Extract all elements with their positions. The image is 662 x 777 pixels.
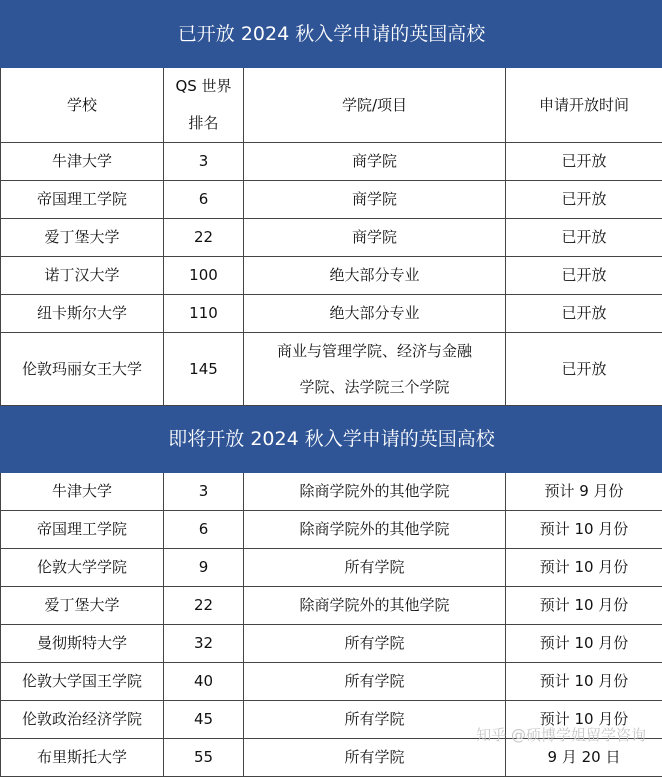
- open-time-cell: 预计 9 月份: [506, 473, 662, 511]
- table-row: [1, 295, 662, 333]
- open-section-header: [1, 1, 662, 68]
- college-cell: 商业与管理学院、经济与金融 学院、法学院三个学院: [244, 333, 506, 406]
- open-time-cell: 预计 10 月份: [506, 587, 662, 625]
- upcoming-section-header-title: 即将开放 2024 秋入学申请的英国高校: [1, 406, 662, 473]
- qs-rank-cell: 22: [164, 587, 244, 625]
- college-cell: 学院/项目: [244, 68, 506, 143]
- watermark: 知乎 @硕博学姐留学咨询: [476, 724, 646, 745]
- school-cell: 伦敦玛丽女王大学: [1, 333, 164, 406]
- college-cell: 商学院: [244, 143, 506, 181]
- qs-rank-cell: 145: [164, 333, 244, 406]
- table-row: [1, 549, 662, 587]
- school-cell: 纽卡斯尔大学: [1, 295, 164, 333]
- open-time-cell: 9 月 20 日: [506, 739, 662, 777]
- open-time-cell: 已开放: [506, 143, 662, 181]
- qs-rank-cell: QS 世界 排名: [164, 68, 244, 143]
- table-row: [1, 219, 662, 257]
- open-time-cell: 已开放: [506, 257, 662, 295]
- school-cell: 爱丁堡大学: [1, 587, 164, 625]
- table-body: [1, 1, 662, 777]
- college-cell: 除商学院外的其他学院: [244, 587, 506, 625]
- open-section-header-title: 已开放 2024 秋入学申请的英国高校: [1, 1, 662, 68]
- college-cell: 除商学院外的其他学院: [244, 473, 506, 511]
- open-time-cell: 预计 10 月份: [506, 511, 662, 549]
- qs-rank-cell: 6: [164, 181, 244, 219]
- college-cell: 绝大部分专业: [244, 295, 506, 333]
- school-cell: 伦敦大学学院: [1, 549, 164, 587]
- qs-rank-cell: 3: [164, 473, 244, 511]
- college-cell: 所有学院: [244, 663, 506, 701]
- open-time-cell: 已开放: [506, 295, 662, 333]
- college-cell: 绝大部分专业: [244, 257, 506, 295]
- qs-rank-cell: 110: [164, 295, 244, 333]
- qs-rank-cell: 55: [164, 739, 244, 777]
- qs-rank-cell: 40: [164, 663, 244, 701]
- open-time-cell: 预计 10 月份: [506, 625, 662, 663]
- school-cell: 曼彻斯特大学: [1, 625, 164, 663]
- college-cell: 所有学院: [244, 739, 506, 777]
- qs-rank-cell: 45: [164, 701, 244, 739]
- college-cell: 所有学院: [244, 625, 506, 663]
- table-row: [1, 473, 662, 511]
- open-time-cell: 预计 10 月份: [506, 701, 662, 739]
- school-cell: 布里斯托大学: [1, 739, 164, 777]
- table-row: [1, 333, 662, 406]
- table-row: [1, 587, 662, 625]
- college-cell: 所有学院: [244, 549, 506, 587]
- school-cell: 伦敦大学国王学院: [1, 663, 164, 701]
- school-cell: 牛津大学: [1, 473, 164, 511]
- qs-rank-cell: 22: [164, 219, 244, 257]
- qs-rank-cell: 9: [164, 549, 244, 587]
- school-cell: 爱丁堡大学: [1, 219, 164, 257]
- table-row: [1, 143, 662, 181]
- qs-rank-cell: 3: [164, 143, 244, 181]
- upcoming-section-header: [1, 406, 662, 473]
- open-time-cell: 已开放: [506, 181, 662, 219]
- open-time-cell: 预计 10 月份: [506, 549, 662, 587]
- school-cell: 诺丁汉大学: [1, 257, 164, 295]
- qs-rank-cell: 6: [164, 511, 244, 549]
- table-row: [1, 257, 662, 295]
- table-row: [1, 181, 662, 219]
- table-row: [1, 625, 662, 663]
- open-time-cell: 申请开放时间: [506, 68, 662, 143]
- qs-rank-cell: 100: [164, 257, 244, 295]
- school-cell: 牛津大学: [1, 143, 164, 181]
- school-cell: 学校: [1, 68, 164, 143]
- college-cell: 商学院: [244, 219, 506, 257]
- open-time-cell: 已开放: [506, 333, 662, 406]
- college-cell: 商学院: [244, 181, 506, 219]
- college-cell: 所有学院: [244, 701, 506, 739]
- qs-rank-cell: 32: [164, 625, 244, 663]
- open-time-cell: 预计 10 月份: [506, 663, 662, 701]
- school-cell: 伦敦政治经济学院: [1, 701, 164, 739]
- table-row: [1, 511, 662, 549]
- college-cell: 除商学院外的其他学院: [244, 511, 506, 549]
- column-header-row: [1, 68, 662, 143]
- open-time-cell: 已开放: [506, 219, 662, 257]
- table-row: [1, 663, 662, 701]
- school-cell: 帝国理工学院: [1, 181, 164, 219]
- school-cell: 帝国理工学院: [1, 511, 164, 549]
